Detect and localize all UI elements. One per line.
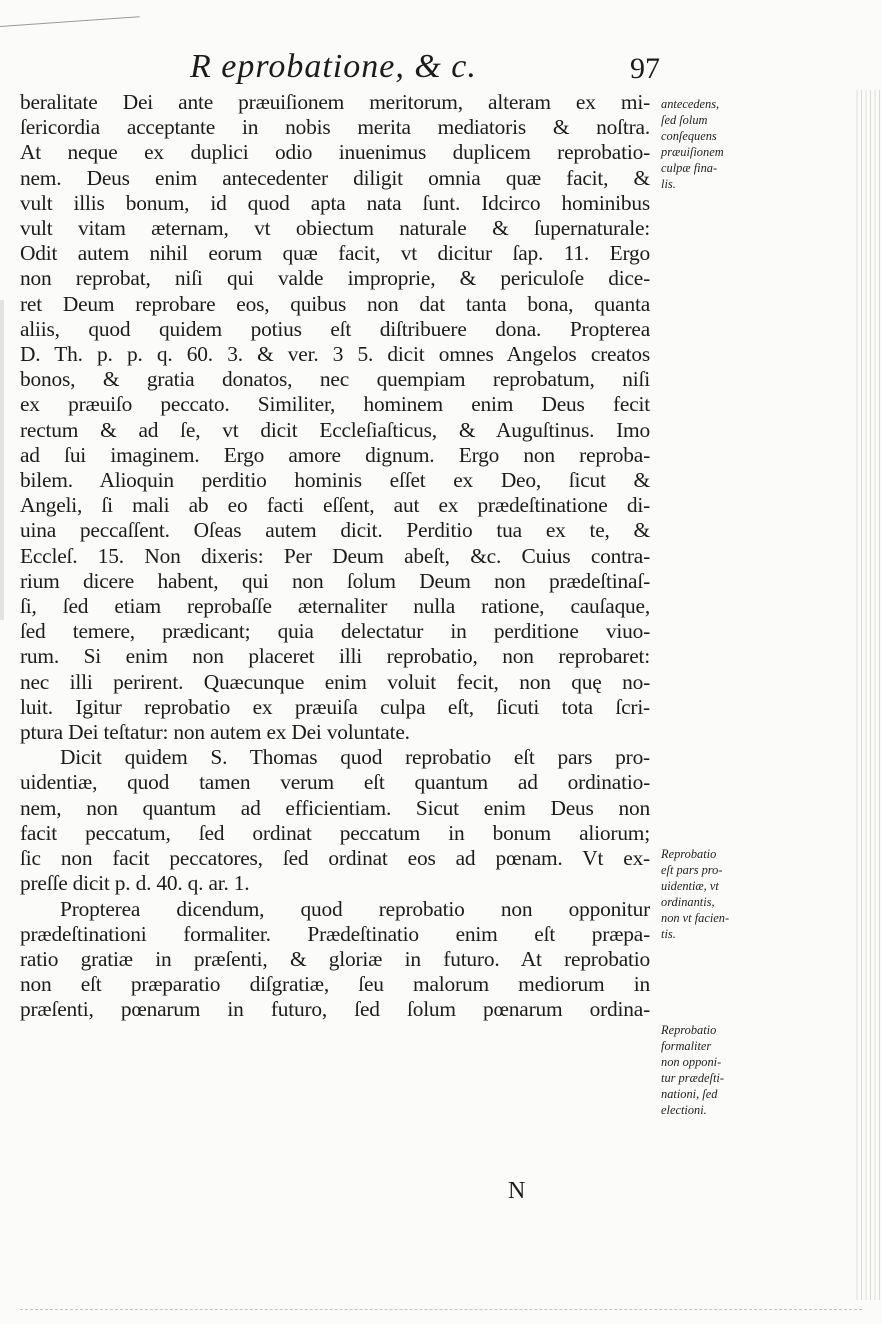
text-line: D. Th. p. p. q. 60. 3. & ver. 3 5. dicit omnes Angelos creatos [20, 342, 650, 367]
text-line: ſic non facit peccatores, ſed ordinat eos ad pœnam. Vt ex- [20, 846, 650, 871]
text-line: Odit autem nihil eorum quæ facit, vt dicitur ſap. 11. Ergo [20, 241, 650, 266]
margin-note-line: ordinantis, [661, 895, 715, 909]
body-text [20, 90, 650, 1023]
margin-note-line: electioni. [661, 1103, 707, 1117]
running-head [190, 48, 660, 92]
text-line: ſi, ſed etiam reprobaſſe æternaliter nulla ratione, cauſaque, [20, 594, 650, 619]
text-line: ret Deum reprobare eos, quibus non dat tanta bona, quanta [20, 291, 650, 316]
margin-note-line: formaliter [661, 1039, 712, 1053]
text-line: bilem. Alioquin perditio hominis eſſet ex Deo, ſicut & [20, 468, 650, 493]
paragraph [20, 90, 650, 745]
margin-note-electio [661, 1022, 771, 1118]
text-line: nec illi perirent. Quæcunque enim voluit fecit, non quę no- [20, 669, 650, 694]
text-line: ratio gratiæ in præſenti, & gloriæ in futuro. At reprobatio [20, 946, 650, 971]
margin-note-line: tur prædeſti- [661, 1071, 724, 1085]
margin-note-line: præuiſionem [661, 145, 724, 159]
catchword: N [508, 1178, 526, 1204]
text-line: preſſe dicit p. d. 40. q. ar. 1. [20, 871, 250, 896]
text-line: At neque ex duplici odio inuenimus duplicem reprobatio- [20, 140, 650, 165]
paragraph [20, 897, 650, 1023]
margin-note-line: eſt pars pro- [661, 863, 723, 877]
text-line: vult vitam æternam, vt obiectum naturale & ſupernaturale: [20, 216, 650, 241]
text-line: ptura Dei teſtatur: non autem ex Dei voluntate. [20, 720, 410, 745]
text-line: rum. Si enim non placeret illi reprobatio, non reprobaret: [20, 644, 650, 669]
text-line: uina peccaſſent. Oſeas autem dicit. Perditio tua ex te, & [20, 518, 650, 543]
text-line: aliis, quod quidem potius eſt diſtribuere dona. Propterea [20, 316, 650, 341]
margin-note-line: conſequens [661, 129, 717, 143]
margin-note-line: ſed ſolum [661, 113, 708, 127]
text-line: ex præuiſo peccato. Similiter, hominem enim Deus fecit [20, 392, 650, 417]
text-line: præſenti, pœnarum in futuro, ſed ſolum pœnarum ordina- [20, 997, 650, 1022]
text-line: uidentiæ, quod tamen verum eſt quantum ad ordinatio- [20, 770, 650, 795]
text-line: facit peccatum, ſed ordinat peccatum in bonum aliorum; [20, 820, 650, 845]
text-line: Propterea dicendum, quod reprobatio non opponitur [60, 896, 650, 921]
text-line: ad ſui imaginem. Ergo amore dignum. Ergo non reproba- [20, 442, 650, 467]
margin-note-line: non vt facien- [661, 911, 730, 925]
text-line: Angeli, ſi mali ab eo facti eſſent, aut ex prædeſtinatione di- [20, 493, 650, 518]
text-line: luit. Igitur reprobatio ex præuiſa culpa eſt, ſicuti tota ſcri- [20, 694, 650, 719]
text-line: non eſt præparatio diſgratiæ, ſeu malorum mediorum in [20, 972, 650, 997]
margin-note-line: nationi, ſed [661, 1087, 718, 1101]
margin-note-line: culpæ fina- [661, 161, 718, 175]
text-line: nem. Deus enim antecedenter diligit omnia quæ facit, & [20, 165, 650, 190]
paragraph [20, 745, 650, 896]
margin-note-providentia [661, 846, 771, 942]
text-line: Dicit quidem S. Thomas quod reprobatio eſt pars pro- [60, 745, 650, 770]
running-head-title: R eprobatione, & c. [190, 48, 477, 85]
margin-note-line: Reprobatio [661, 1023, 717, 1037]
text-line: rium dicere habent, qui non ſolum Deum non prædeſtinaſ- [20, 568, 650, 593]
text-line: Eccleſ. 15. Non dixeris: Per Deum abeſt, &c. Cuius contra- [20, 543, 650, 568]
scan-artifact-line [0, 16, 140, 27]
text-line: bonos, & gratia donatos, nec quempiam reprobatum, niſi [20, 367, 650, 392]
page-number: 97 [630, 52, 660, 85]
scan-edge-left [0, 300, 4, 620]
margin-note-antecedens [661, 96, 771, 192]
text-line: nem, non quantum ad efficientiam. Sicut enim Deus non [20, 795, 650, 820]
scan-artifact-bottom [20, 1308, 862, 1310]
text-line: rectum & ad ſe, vt dicit Eccleſiaſticus, & Auguſtinus. Imo [20, 417, 650, 442]
text-line: vult illis bonum, id quod apta nata ſunt. Idcirco hominibus [20, 190, 650, 215]
scan-edge-right [856, 90, 882, 1300]
text-line: beralitate Dei ante præuiſionem meritorum, alteram ex mi- [20, 90, 650, 114]
text-line: prædeſtinationi formaliter. Prædeſtinatio enim eſt præpa- [20, 921, 650, 946]
margin-note-line: antecedens, [661, 97, 720, 111]
text-line: ſericordia acceptante in nobis merita mediatoris & noſtra. [20, 115, 650, 140]
margin-note-line: Reprobatio [661, 847, 717, 861]
margin-note-line: uidentiæ, vt [661, 879, 719, 893]
text-line: ſed temere, prædicant; quia delectatur in perditione viuo- [20, 619, 650, 644]
margin-note-line: non opponi- [661, 1055, 722, 1069]
margin-note-line: lis. [661, 177, 676, 191]
margin-note-line: tis. [661, 927, 676, 941]
text-line: non reprobat, niſi qui valde improprie, & periculoſe dice- [20, 266, 650, 291]
